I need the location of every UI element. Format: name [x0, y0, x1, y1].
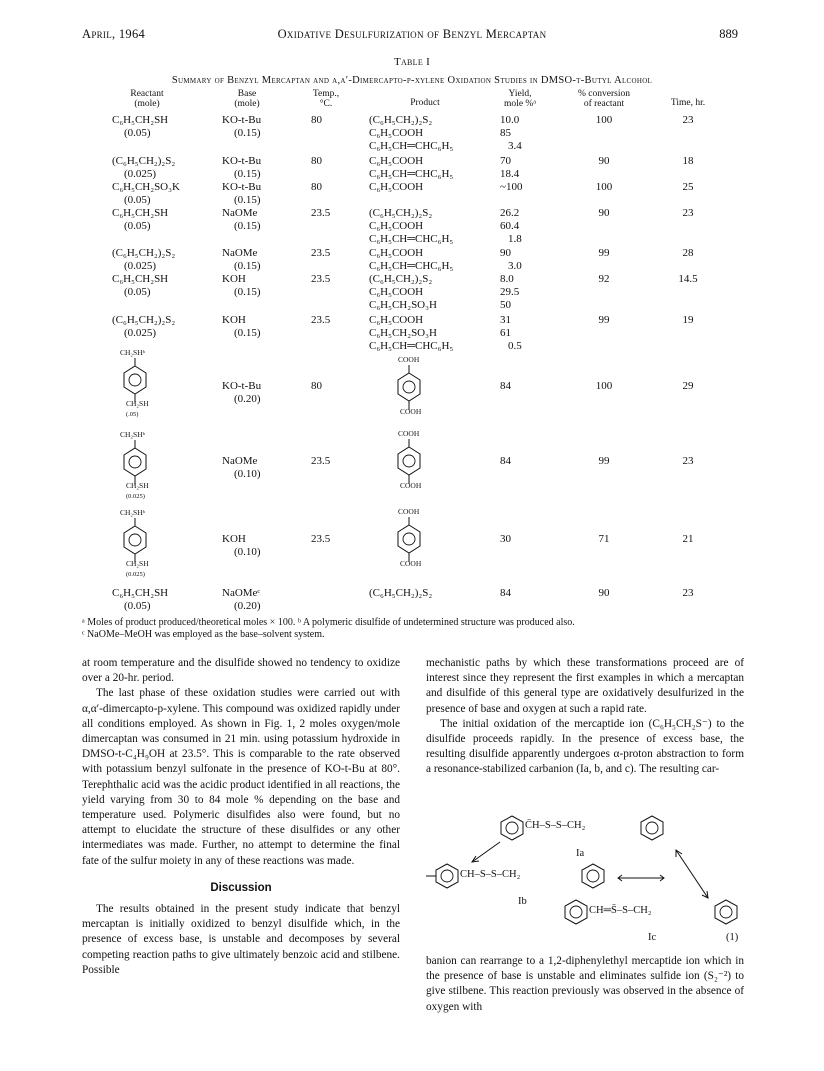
- cell-time: 23: [682, 114, 694, 126]
- col-header-product: Product: [410, 98, 440, 108]
- cell-temp: 23.5: [311, 273, 331, 285]
- table-row: [0, 430, 824, 510]
- cell-time: 23: [682, 455, 694, 467]
- cell-conversion: 100: [595, 380, 613, 392]
- cell-time: 23: [682, 207, 694, 219]
- cell-reactant: C₆H₅CH₂SH (0.05): [112, 587, 169, 613]
- cell-base: KOH (0.15): [222, 314, 261, 340]
- cell-products: C₆H₅COOH C₆H₅CH₂SO₃H C₆H₅CH═CHC₆H₅: [369, 314, 454, 353]
- cell-conversion: 99: [598, 455, 610, 467]
- terephthalic-acid-structure: COOH COOH: [390, 430, 440, 500]
- cell-time: 19: [682, 314, 694, 326]
- table-row: [0, 508, 824, 588]
- cell-temp: 23.5: [311, 314, 331, 326]
- cell-reactant: (C₆H₅CH₂)₂S₂ (0.025): [112, 247, 176, 273]
- cell-time: 29: [682, 380, 694, 392]
- structure-ib: CH–S–S–CH₂: [460, 869, 521, 880]
- cell-yields: 70 18.4: [500, 155, 520, 181]
- table-footnote: ᵃ Moles of product produced/theoretical moles × 100. ᵇ A polymeric disulfide of undetermined structure was produced also.: [82, 617, 575, 628]
- page-number: 889: [719, 27, 738, 41]
- col-header-time: Time, hr.: [670, 98, 706, 108]
- cell-time: 23: [682, 587, 694, 599]
- terephthalic-acid-structure: COOH COOH: [390, 356, 440, 426]
- cell-reactant: C₆H₅CH₂SH (0.05): [112, 273, 169, 299]
- cell-reactant: C₆H₅CH₂SH (0.05): [112, 207, 169, 233]
- label-ic: Ic: [648, 932, 657, 943]
- dimercapto-xylene-structure: CH₂SHᵇ CH₂SH (0.025): [120, 430, 149, 500]
- cell-reactant: C₆H₅CH₂SO₃K (0.05): [112, 181, 180, 207]
- paragraph: The last phase of these oxidation studies were carried out with α,α′-dimercapto-p-xylene. This compound was oxidized rapidly under all conditions employed. As shown in Fig. 1, 2 moles oxygen/mole dimercaptan was consumed in 21 min. using potassium hydroxide in DMSO-t-C₄H₉OH at 23.5°. This is comparable to the rate observed with potassium benzyl sulfonate in the presence of KO-t-Bu at 80°. Terephthalic acid was the acidic product identified in all reactions, the yield varying from 30 to 84 mole % depending on the base and temperature used. Polymeric disulfides also were found, but no attempt to elucidate the structure of these disulfides or any other intermediates was made. Further, no attempt to determine the final fate of the sulfur moiety in any of these reactions was made.: [82, 687, 400, 867]
- cell-temp: 23.5: [311, 207, 331, 219]
- cell-reactant: (C₆H₅CH₂)₂S₂ (0.025): [112, 155, 176, 181]
- equation-number: (1): [726, 932, 739, 943]
- dimercapto-xylene-structure: CH₂SHᵇ CH₂SH (0.025): [120, 508, 149, 578]
- cell-reactant: C₆H₅CH₂SH (0.05): [112, 114, 169, 140]
- cell-conversion: 100: [595, 181, 613, 193]
- cell-base: KO-t-Bu (0.15): [222, 114, 262, 140]
- cell-yields: 10.0 85 3.4: [500, 114, 522, 153]
- cell-base: KOH (0.15): [222, 273, 261, 299]
- cell-base: NaOMe (0.10): [222, 455, 261, 481]
- cell-temp: 80: [311, 181, 322, 193]
- cell-yields: 90 3.0: [500, 247, 522, 273]
- label-ib: Ib: [518, 896, 527, 907]
- cell-yields: 30: [500, 533, 511, 545]
- structure-ia: C̄H–S–S–CH₂: [525, 820, 586, 831]
- cell-conversion: 90: [598, 155, 610, 167]
- resonance-arrows: [426, 812, 746, 952]
- cell-products: C₆H₅COOH C₆H₅CH═CHC₆H₅: [369, 247, 454, 273]
- resonance-scheme: [426, 812, 746, 952]
- benzene-ring-icon: [394, 365, 424, 413]
- cell-products: C₆H₅COOH C₆H₅CH═CHC₆H₅: [369, 155, 454, 181]
- dimercapto-xylene-structure: CH₂SHᵇ CH₂SH (.05): [120, 348, 149, 418]
- structure-ic: CH═S̄–S–CH₂: [589, 905, 652, 916]
- header-date: April, 1964: [82, 27, 146, 41]
- cell-yields: 84: [500, 380, 511, 392]
- col-header-temp: Temp., °C.: [312, 89, 340, 109]
- cell-temp: 80: [311, 380, 322, 392]
- cell-base: KO-t-Bu (0.20): [222, 380, 262, 406]
- col-header-reactant: Reactant (mole): [130, 89, 164, 109]
- terephthalic-acid-structure: COOH COOH: [390, 508, 440, 578]
- cell-conversion: 90: [598, 207, 610, 219]
- cell-temp: 23.5: [311, 533, 331, 545]
- cell-products: (C₆H₅CH₂)₂S₂ C₆H₅COOH C₆H₅CH═CHC₆H₅: [369, 207, 454, 246]
- cell-temp: 23.5: [311, 247, 331, 259]
- cell-time: 21: [682, 533, 694, 545]
- cell-time: 18: [682, 155, 694, 167]
- label-ia: Ia: [576, 848, 585, 859]
- cell-base: KO-t-Bu (0.15): [222, 181, 262, 207]
- cell-temp: 23.5: [311, 455, 331, 467]
- cell-base: KO-t-Bu (0.15): [222, 155, 262, 181]
- col-header-conversion: % conversion of reactant: [578, 89, 630, 109]
- cell-time: 28: [682, 247, 694, 259]
- benzene-ring-icon: [394, 439, 424, 487]
- paragraph: The initial oxidation of the mercaptide ion (C₆H₅CH₂S⁻) to the disulfide proceeds rapidly. In the presence of excess base, the resulting disulfide apparently undergoes α-proton abstraction to form a resonance-stabilized carbanion (Ia, b, and c). The resulting car-: [426, 717, 744, 776]
- cell-base: KOH (0.10): [222, 533, 261, 559]
- right-column: [426, 656, 744, 778]
- cell-yields: 8.0 29.5 50: [500, 273, 520, 312]
- paragraph: at room temperature and the disulfide showed no tendency to oxidize over a 20-hr. period.: [82, 657, 400, 685]
- paragraph: mechanistic paths by which these transformations proceed are of interest since they represent the first examples in which a mercaptan and disulfide of this general type are oxidatively desulfurized in the presence of base and oxygen at such a rapid rate.: [426, 657, 744, 715]
- cell-base: NaOMe (0.15): [222, 207, 261, 233]
- cell-conversion: 71: [598, 533, 610, 545]
- cell-products: (C₆H₅CH₂)₂S₂: [369, 587, 433, 599]
- table-title: Table I: [393, 56, 431, 68]
- col-header-yield: Yield, mole %ᵃ: [504, 89, 536, 109]
- cell-reactant: (C₆H₅CH₂)₂S₂ (0.025): [112, 314, 176, 340]
- cell-yields: ~100: [500, 181, 523, 193]
- right-column-continued: [426, 954, 744, 1015]
- benzene-ring-icon: [394, 517, 424, 565]
- table-row: [0, 348, 824, 430]
- cell-time: 14.5: [678, 273, 698, 285]
- paragraph: The results obtained in the present study indicate that benzyl mercaptan is initially oxidized to benzyl disulfide which, in the presence of excess base, is unstable and decomposes by several competing reaction paths to give ultimately benzoic acid and stilbene. Possible: [82, 903, 400, 976]
- header-title: Oxidative Desulfurization of Benzyl Mercaptan: [277, 27, 547, 41]
- cell-conversion: 90: [598, 587, 610, 599]
- section-heading: Discussion: [210, 881, 272, 894]
- cell-yields: 31 61 0.5: [500, 314, 522, 353]
- cell-temp: 80: [311, 155, 322, 167]
- cell-conversion: 100: [595, 114, 613, 126]
- paragraph: banion can rearrange to a 1,2-diphenylethyl mercaptide ion which in the presence of base is unstable and eliminates sulfide ion (S₂⁻²) to give stilbene. This reaction previously was observed in the absence of oxygen with: [426, 955, 744, 1013]
- cell-base: NaOMe (0.15): [222, 247, 261, 273]
- table-footnote: ᶜ NaOMe–MeOH was employed as the base–solvent system.: [82, 629, 325, 640]
- cell-products: C₆H₅COOH: [369, 181, 424, 193]
- cell-yields: 26.2 60.4 1.8: [500, 207, 522, 246]
- cell-yields: 84: [500, 455, 511, 467]
- cell-conversion: 92: [598, 273, 610, 285]
- cell-products: (C₆H₅CH₂)₂S₂ C₆H₅COOH C₆H₅CH═CHC₆H₅: [369, 114, 454, 153]
- cell-products: (C₆H₅CH₂)₂S₂ C₆H₅COOH C₆H₅CH₂SO₃H: [369, 273, 437, 312]
- cell-time: 25: [682, 181, 694, 193]
- col-header-base: Base (mole): [234, 89, 260, 109]
- cell-base: NaOMeᶜ (0.20): [222, 587, 261, 613]
- cell-yields: 84: [500, 587, 511, 599]
- cell-conversion: 99: [598, 247, 610, 259]
- left-column: [82, 656, 400, 978]
- table-caption: Summary of Benzyl Mercaptan and α,α′-Dimercapto-p-xylene Oxidation Studies in DMSO-t-Butyl Alcohol: [171, 75, 653, 86]
- cell-conversion: 99: [598, 314, 610, 326]
- cell-temp: 80: [311, 114, 322, 126]
